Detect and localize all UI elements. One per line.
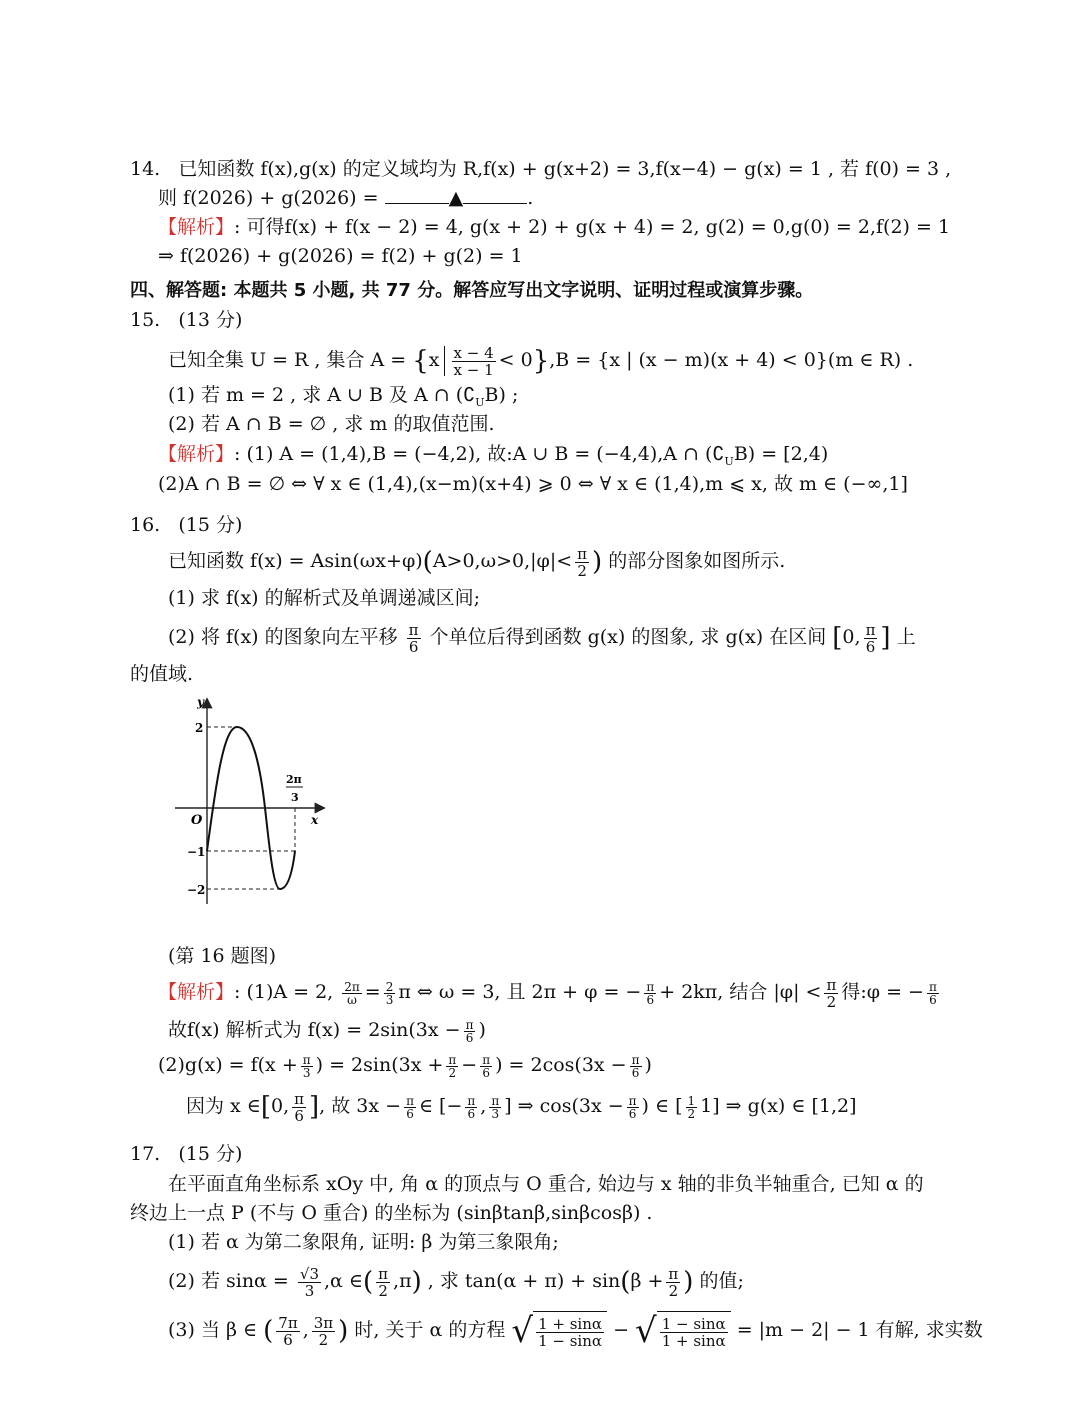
q14-solution-2 — [158, 243, 523, 269]
q16-part-2 — [168, 619, 916, 656]
q14-triangle: ▲ — [448, 187, 464, 209]
q15-set-x: x — [428, 349, 440, 371]
q15-part1-end: B) ; — [484, 384, 519, 406]
q17-part3-b: 时, 关于 α 的方程 — [354, 1319, 506, 1341]
q16-interval-pi: π — [865, 620, 876, 639]
q17-frac-3pi-2 — [312, 1315, 335, 1348]
q16-omega: ω — [347, 992, 357, 1007]
q16-pi6h-num: π — [628, 1093, 637, 1108]
graph-y-label: y — [197, 695, 204, 709]
q15-brace-close: } — [532, 346, 550, 376]
q16-bracket-close: ] — [880, 623, 891, 653]
q15-stem-b: ,B = {x | (x − m)(x + 4) < 0}(m ∈ R) . — [549, 349, 914, 371]
q16-frac-pi6-h — [627, 1095, 639, 1120]
q15-solution-tag: 【解析】 — [158, 443, 235, 465]
q17-sqrt-1 — [511, 1310, 607, 1352]
q17-frac-three: 3 — [304, 1281, 315, 1300]
q16-frac-pi6-den: 6 — [408, 637, 419, 656]
q16-sol-4-a: 因为 x ∈ — [186, 1095, 261, 1117]
q14-blank-left — [385, 187, 449, 204]
q15-stem — [168, 342, 913, 379]
q17-part-3 — [168, 1310, 983, 1352]
q17-stem-b: 终边上一点 P (不与 O 重合) 的坐标为 (sinβtanβ,sinβcosβ) . — [130, 1202, 653, 1224]
q17-pi2b-den: 2 — [668, 1281, 679, 1300]
q17-sqrt-2-body — [657, 1311, 731, 1352]
q17-paren-open: ( — [363, 1267, 374, 1297]
q15-set-bar — [444, 346, 445, 376]
q16-sol-4-d: ] ⇒ cos(3x − — [504, 1095, 624, 1117]
q16-frac-pi6-num: π — [408, 620, 419, 639]
q17-part3-c: − — [613, 1319, 629, 1341]
q17-frac-sqrt3-3 — [298, 1266, 321, 1299]
q17-three-pi-den: 2 — [318, 1330, 329, 1349]
q17-one-plus-b: 1 + sinα — [661, 1332, 726, 1351]
q16-pi3a-num: π — [302, 1052, 311, 1067]
q16-pi6c-den: 6 — [465, 1030, 474, 1045]
graph-tick-3: 3 — [291, 791, 299, 804]
graph-tick-m1: −1 — [187, 845, 206, 859]
q14-number: 14. — [130, 158, 161, 180]
q16-header — [130, 512, 242, 538]
q17-pi2-num: π — [378, 1264, 389, 1283]
q16-paren-close: ) — [592, 547, 603, 577]
q16-pi6a-num: π — [646, 979, 655, 994]
q17-one-plus: 1 + sinα — [538, 1315, 603, 1334]
q17-score: (15 分) — [178, 1143, 243, 1165]
q17-part3-d: = |m − 2| − 1 有解, 求实数 — [736, 1319, 983, 1341]
q16-half-num: 1 — [687, 1093, 696, 1108]
q15-sol-1-sub: U — [724, 454, 734, 468]
q16-frac-2-3 — [384, 981, 396, 1006]
q17-paren-close: ) — [411, 1267, 422, 1297]
q16-pi3b-num: π — [491, 1093, 500, 1108]
q16-caption: (第 16 题图) — [168, 945, 277, 967]
q16-sol-3-b: ) = 2sin(3x + — [315, 1054, 444, 1076]
q15-stem-pre: 已知全集 U = R , 集合 A = — [168, 349, 413, 371]
q16-frac-2pi-omega — [342, 981, 362, 1006]
q15-solution-1 — [158, 441, 828, 475]
q16-sol-3-c: ) = 2cos(3x − — [495, 1054, 627, 1076]
q16-sol-4-c: ∈ [− — [418, 1095, 463, 1117]
q16-stem — [168, 543, 785, 580]
graph-tick-m2: −2 — [187, 883, 206, 897]
q15-part-2: (2) 若 A ∩ B = ∅ , 求 m 的取值范围. — [168, 413, 495, 435]
q16-interval-six: 6 — [865, 637, 876, 656]
q16-pi3a-den: 3 — [302, 1065, 311, 1080]
q16-pi6g-den: 6 — [467, 1106, 476, 1121]
q16-frac-pi6-b — [927, 981, 939, 1006]
q16-solution-1 — [158, 976, 942, 1010]
q16-pi6b-num: π — [928, 979, 937, 994]
q16-frac-half — [686, 1095, 698, 1120]
q16-bracket-open: [ — [832, 623, 843, 653]
q14-stem-b: 则 f(2026) + g(2026) = — [158, 187, 379, 209]
q17-part3-a: (3) 当 β ∈ — [168, 1319, 258, 1341]
q16-sol-d: + 2kπ, 结合 |φ| < — [659, 981, 822, 1003]
q17-sqrt-1-radical: √ — [511, 1311, 534, 1352]
q15-sol-1-end: B) = [2,4) — [733, 443, 829, 465]
q16-solution-3 — [158, 1049, 652, 1081]
q16-stem-pre: 已知函数 f(x) = Asin(ωx+φ) — [168, 550, 423, 572]
q16-pi6b-den: 6 — [929, 992, 937, 1007]
q16-part2-b: 个单位后得到函数 g(x) 的图象, 求 g(x) 在区间 — [429, 626, 827, 648]
q16-pi6h-den: 6 — [628, 1106, 637, 1121]
q16-sol-3-a: (2)g(x) = f(x + — [158, 1054, 298, 1076]
q16-frac23-den: 3 — [385, 992, 394, 1007]
q17-seven-pi-den: 6 — [283, 1330, 293, 1349]
q16-frac-pi6-f — [404, 1095, 416, 1120]
q16-stem-post: 的部分图象如图所示. — [608, 550, 786, 572]
q17-frac-pi2-b — [666, 1266, 680, 1299]
q14-line-2 — [158, 185, 533, 211]
q16-two-den: 2 — [577, 561, 587, 580]
graph-tick-2pi: 2π — [286, 773, 302, 786]
q17-beta-paren-open: ( — [263, 1316, 274, 1346]
q16-number: 16. — [130, 514, 161, 536]
q17-part2-b: ,α ∈ — [324, 1270, 363, 1292]
q16-interval-pre: 0, — [842, 626, 861, 648]
q16-sol-a: : (1)A = 2, — [234, 981, 334, 1003]
graph-x-label: x — [311, 813, 319, 827]
q16-pi6e-num: π — [631, 1052, 640, 1067]
q16-pi2c-den: 2 — [448, 1065, 457, 1080]
q16-part-1: (1) 求 f(x) 的解析式及单调递减区间; — [168, 587, 481, 609]
q16-frac-pi-2 — [575, 546, 589, 579]
q17-frac-pi2 — [376, 1266, 390, 1299]
graph-tick-2: 2 — [195, 721, 204, 735]
q16-pi6g-num: π — [467, 1093, 476, 1108]
q16-pi6d-den: 6 — [482, 1065, 490, 1080]
q17-frac-7pi-6 — [276, 1315, 299, 1348]
q16-sol-4-b: , 故 3x − — [319, 1095, 402, 1117]
q16-stem-cond: A>0,ω>0,|φ|< — [432, 550, 573, 572]
q17-comma: , — [393, 1270, 400, 1292]
q16-paren-open: ( — [422, 547, 433, 577]
q16-part2-a: (2) 将 f(x) 的图象向左平移 — [168, 626, 398, 648]
q16-half-den: 2 — [687, 1106, 696, 1121]
q17-sin-paren-open: ( — [620, 1267, 631, 1297]
q14-line-1 — [130, 156, 951, 182]
q16-frac-pi3-b — [489, 1095, 501, 1120]
q16-graph — [165, 692, 335, 910]
q14-solution-tag: 【解析】 — [158, 216, 235, 238]
q15-number: 15. — [130, 309, 161, 331]
q16-close-p-2: ) — [644, 1054, 652, 1076]
q17-frac-1p-1m — [536, 1316, 604, 1349]
q16-sol4-frac — [292, 1091, 306, 1124]
q14-blank-right — [463, 187, 527, 204]
q15-brace-open: { — [412, 346, 429, 376]
q16-part2-c: 上 — [896, 626, 916, 648]
q16-pi-num: π — [577, 544, 588, 563]
q16-sol-b: = — [364, 981, 381, 1003]
q17-part-2 — [168, 1262, 744, 1301]
q16-solution-2 — [168, 1014, 486, 1046]
q16-pi2b-den: 2 — [826, 992, 837, 1011]
q16-sol4-bracket-open: [ — [260, 1092, 272, 1122]
q16-frac-pi6-e — [630, 1054, 642, 1079]
q16-pi6f-num: π — [406, 1093, 414, 1108]
q16-minus: − — [461, 1054, 478, 1076]
q15-header — [130, 307, 242, 333]
graph-origin: O — [191, 813, 203, 828]
q16-frac-pi2-c — [446, 1054, 458, 1079]
q17-pi: π — [399, 1270, 412, 1292]
q16-frac23-num: 2 — [385, 979, 394, 994]
q16-pi2c-num: π — [448, 1052, 457, 1067]
q16-sol4-bracket-close: ] — [309, 1092, 320, 1122]
q16-frac-pi3-a — [301, 1054, 313, 1079]
q16-sol-4-e: ) ∈ [ — [641, 1095, 683, 1117]
q16-sol4-frac-num: π — [294, 1089, 305, 1108]
section-4-title: 四、解答题: 本题共 5 小题, 共 77 分。解答应写出文字说明、证明过程或演算步骤。 — [130, 280, 814, 301]
q14-stem-a: 已知函数 f(x),g(x) 的定义域均为 R,f(x) + g(x+2) = 3,f(x−4) − g(x) = 1 , 若 f(0) = 3 , — [178, 158, 952, 180]
q15-part1-text: (1) 若 m = 2 , 求 A ∪ B 及 A ∩ (∁ — [168, 384, 476, 406]
q16-comma: , — [480, 1095, 487, 1117]
q16-score: (15 分) — [178, 514, 243, 536]
q17-seven-pi: 7π — [278, 1313, 298, 1332]
q16-pi6e-den: 6 — [631, 1065, 640, 1080]
q16-pi2b-num: π — [826, 975, 837, 994]
q16-pi6a-den: 6 — [646, 992, 655, 1007]
q17-sqrt-2-radical: √ — [635, 1311, 657, 1352]
q17-pi2-den: 2 — [378, 1281, 388, 1300]
q16-frac-pi6-a — [644, 981, 656, 1006]
q16-solution-tag: 【解析】 — [158, 981, 235, 1003]
q15-fraction — [452, 345, 496, 378]
q17-beta-paren-close: ) — [338, 1316, 349, 1346]
q17-one-minus-b: 1 − sinα — [661, 1315, 726, 1334]
q16-frac-pi6-d — [480, 1054, 492, 1079]
q15-score: (13 分) — [178, 309, 243, 331]
q15-part1-sub: U — [475, 395, 485, 409]
q14-sol-1: : 可得f(x) + f(x − 2) = 4, g(x + 2) + g(x + 4) = 2, g(2) = 0,g(0) = 2,f(2) = 1 — [234, 216, 951, 238]
q17-pi2b-num: π — [668, 1264, 679, 1283]
q17-part2-c: , 求 tan(α + π) + sin — [427, 1270, 621, 1292]
q15-solution-2: (2)A ∩ B = ∅ ⇔ ∀ x ∈ (1,4),(x−m)(x+4) ⩾ 0 ⇔ ∀ x ∈ (1,4),m ⩽ x, 故 m ∈ (−∞,1] — [158, 473, 908, 495]
q17-number: 17. — [130, 1143, 161, 1165]
q16-frac-pi6-c — [464, 1019, 476, 1044]
q17-one-minus: 1 − sinα — [538, 1332, 603, 1351]
q17-sqrt3: √3 — [299, 1264, 320, 1283]
q17-header — [130, 1141, 242, 1167]
q14-solution-1 — [158, 214, 950, 240]
q16-part-2-cont: 的值域. — [130, 663, 194, 685]
q17-sin-paren-close: ) — [683, 1267, 694, 1297]
q16-sol-c: π ⇔ ω = 3, 且 2π + φ = − — [398, 981, 642, 1003]
q17-stem-a: 在平面直角坐标系 xOy 中, 角 α 的顶点与 O 重合, 始边与 x 轴的非负半轴重合, 已知 α 的 — [168, 1173, 924, 1195]
q14-period: . — [527, 187, 534, 209]
q17-part2-d: 的值; — [699, 1270, 744, 1292]
q16-sol4-frac-den: 6 — [294, 1106, 304, 1125]
q15-frac-num: x − 4 — [453, 343, 494, 362]
q16-sol4-interval-pre: 0, — [271, 1095, 290, 1117]
q15-frac-den: x − 1 — [453, 360, 494, 379]
q16-frac-pi6-g — [465, 1095, 477, 1120]
q17-three-pi: 3π — [313, 1313, 334, 1332]
q16-sol-4-f: 1] ⇒ g(x) ∈ [1,2] — [700, 1095, 857, 1117]
q17-frac-1m-1p — [660, 1316, 728, 1349]
q16-pi6c-num: π — [465, 1017, 474, 1032]
q16-close-p: ) — [478, 1019, 486, 1041]
q15-stem-post: < 0 — [498, 349, 533, 371]
q17-comma-b: , — [302, 1319, 309, 1341]
q17-sqrt-2 — [635, 1310, 731, 1352]
q16-frac-pi-6 — [407, 622, 421, 655]
q16-frac-pi2-b — [824, 977, 838, 1010]
q17-part2-a: (2) 若 sinα = — [168, 1270, 289, 1292]
q16-sol-e: 得:φ = − — [841, 981, 924, 1003]
q16-solution-4 — [186, 1088, 857, 1125]
q16-pi6f-den: 6 — [406, 1106, 414, 1121]
q16-two-pi: 2π — [344, 979, 360, 994]
q15-sol-1: : (1) A = (1,4),B = (−4,2), 故:A ∪ B = (−4,4),A ∩ (∁ — [234, 443, 725, 465]
q17-beta-plus: β + — [630, 1270, 664, 1292]
q16-sol-2-a: 故f(x) 解析式为 f(x) = 2sin(3x − — [168, 1019, 461, 1041]
q16-pi3b-den: 3 — [491, 1106, 500, 1121]
q16-pi6d-num: π — [482, 1052, 491, 1067]
q16-frac-interval — [864, 622, 878, 655]
q17-sqrt-1-body — [533, 1311, 607, 1352]
q17-part-1: (1) 若 α 为第二象限角, 证明: β 为第三象限角; — [168, 1231, 559, 1253]
q14-sol-2: ⇒ f(2026) + g(2026) = f(2) + g(2) = 1 — [158, 245, 523, 267]
